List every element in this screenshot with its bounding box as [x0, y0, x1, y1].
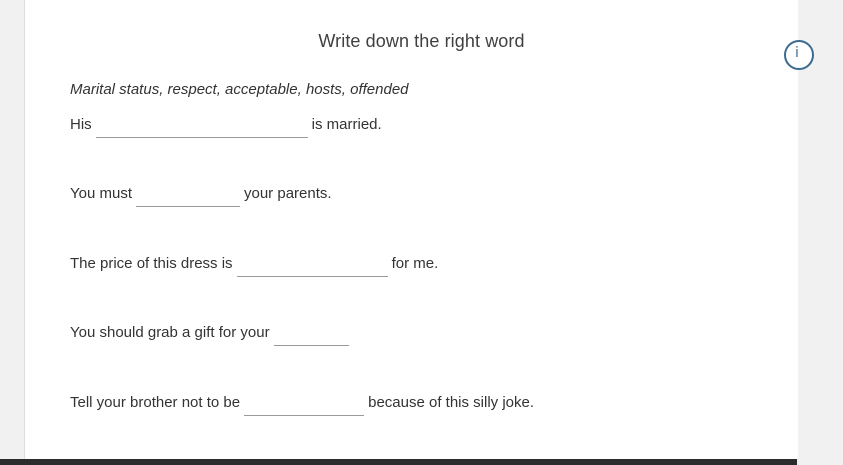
sentence-4-blank[interactable] [274, 325, 349, 346]
word-bank: Marital status, respect, acceptable, hosts, offended [70, 81, 409, 98]
sentence-4-before: You should grab a gift for your [70, 323, 270, 341]
sentence-3 [70, 253, 438, 274]
side-info-button[interactable] [784, 40, 814, 70]
sentence-2-after: your parents. [244, 184, 332, 202]
worksheet-page [24, 0, 798, 459]
sentence-1-after: is married. [311, 115, 382, 133]
sentence-5-blank[interactable] [244, 395, 364, 416]
sentence-2 [70, 183, 332, 204]
sentence-1-blank[interactable] [96, 117, 308, 138]
sentence-4 [70, 322, 353, 343]
sentence-5-before: Tell your brother not to be [70, 393, 241, 411]
sentence-5-after: because of this silly joke. [368, 393, 535, 411]
sentence-3-after: for me. [391, 254, 439, 272]
sentence-3-blank[interactable] [237, 256, 388, 277]
sentence-3-before: The price of this dress is [70, 254, 233, 272]
sentence-2-before: You must [70, 184, 132, 202]
sentence-5 [70, 392, 534, 413]
sentence-1-before: His [70, 115, 92, 133]
sentence-2-blank[interactable] [136, 186, 240, 207]
info-icon: i [795, 45, 799, 61]
sentence-1 [70, 114, 382, 135]
bottom-taskbar [0, 459, 797, 465]
page-title: Write down the right word [318, 31, 525, 51]
